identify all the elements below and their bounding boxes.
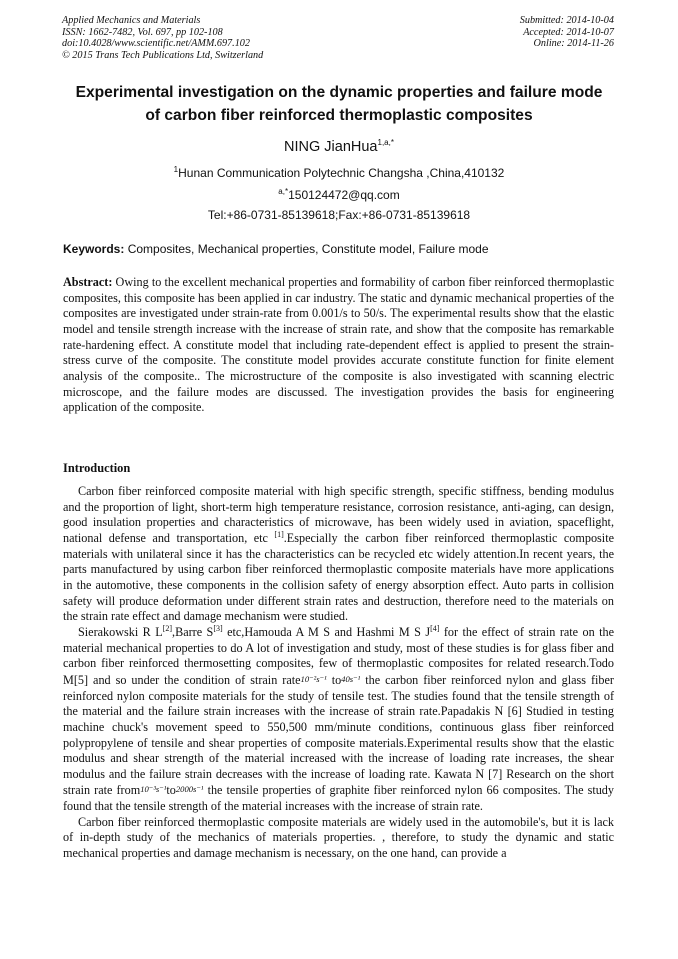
- text-run: for the effect of strain rate on the material mechanical properties to do A lot of investigation and study, most of these studies is for glass fiber and carbon fiber reinforced thermosetting composites, few of thermoplastic composites for related research.Todo M[5] and so under the condition of strain rate: [63, 624, 615, 687]
- text-run: etc,Hamouda A M S and Hashmi M S J: [222, 624, 431, 639]
- keywords-label: Keywords:: [63, 242, 125, 256]
- citation: [4]: [430, 623, 440, 633]
- abstract: [63, 275, 614, 416]
- section-heading-introduction: Introduction: [63, 461, 131, 475]
- strain-rate-formula: 40s⁻¹: [341, 673, 361, 684]
- text-run: to: [166, 783, 176, 798]
- copyright: © 2015 Trans Tech Publications Ltd, Switzerland: [62, 49, 264, 61]
- submitted-date: Submitted: 2014-10-04: [519, 15, 614, 26]
- email: [0, 188, 678, 202]
- author: [0, 139, 678, 155]
- title-line-2: of carbon fiber reinforced thermoplastic composites: [145, 107, 533, 124]
- keywords-text: Composites, Mechanical properties, Constitute model, Failure mode: [124, 242, 489, 256]
- affiliation-sup: 1: [173, 165, 179, 174]
- email-text: 150124472@qq.com: [288, 188, 400, 202]
- abstract-label: Abstract:: [63, 275, 113, 289]
- online-date: Online: 2014-11-26: [533, 38, 614, 49]
- citation: [2]: [162, 623, 173, 633]
- introduction-body: [63, 484, 614, 862]
- text-run: .Especially the carbon fiber reinforced thermoplastic composite materials with unilateral since it has the characteristics can be recycled etc widely attention.In recent years, the parts manufactured by using carbon fiber reinforced thermoplastic composite materials have more applications in the automotive, these components in the collision safety of energy absorption effect. Auto parts in collision safety will produce deformation under different strain rates and destruction, therefore need to the materials on the strain rate effect and damage mechanism were studied.: [63, 530, 614, 624]
- paper-title: [40, 81, 638, 127]
- paragraph: [63, 625, 614, 815]
- citation: [1]: [274, 529, 284, 539]
- doi: doi:10.4028/www.scientific.net/AMM.697.102: [62, 38, 250, 49]
- text-run: Carbon fiber reinforced composite material with high specific strength, specific stiffness, bending modulus and the proportion of light, short-term high temperature resistance, corrosion resistance, anti-aging, can design, good insulation properties and characteristics of microwave, has been widely used in aviation, spaceflight, national defense and transportation, etc: [63, 484, 614, 545]
- strain-rate-formula: 2000s⁻¹: [175, 784, 204, 795]
- strain-rate-formula: 10⁻³s⁻¹: [140, 784, 167, 795]
- keywords: [63, 242, 489, 256]
- accepted-date: Accepted: 2014-10-07: [523, 26, 614, 38]
- email-sup: a,*: [278, 187, 289, 196]
- affiliation-text: Hunan Communication Polytechnic Changsha ,China,410132: [178, 166, 505, 180]
- paragraph: [63, 484, 614, 625]
- text-run: the tensile properties of graphite fiber reinforced nylon 66 composites. The study found that the tensile strength of the material increases with the increase of strain rate.: [63, 783, 614, 814]
- publication-dates: [520, 15, 614, 50]
- affiliation: [0, 166, 678, 180]
- text-run: Sierakowski R L: [78, 624, 163, 639]
- journal-name: Applied Mechanics and Materials: [62, 15, 201, 26]
- issn: ISSN: 1662-7482, Vol. 697, pp 102-108: [62, 26, 223, 38]
- citation: [3]: [213, 623, 223, 633]
- journal-info: [62, 15, 263, 61]
- author-sup: 1,a,*: [377, 138, 394, 148]
- text-run: to: [326, 672, 342, 687]
- author-name: NING JianHua: [284, 139, 378, 155]
- phone-fax: Tel:+86-0731-85139618;Fax:+86-0731-85139618: [207, 208, 471, 222]
- abstract-text: Owing to the excellent mechanical properties and formability of carbon fiber reinforced thermoplastic composites, this composite has been applied in car industry. The static and dynamic mechanical properties of the composites are investigated under strain-rate from 0.001/s to 50/s. The experimental results show that the elastic model and tensile strength increase with the increase of strain rate, and show that the composite has remarkable rate-hardening effect. A constitute model that including rate-dependent effect is applied to present the strain-stress curve of the composite. The constitute model provides accurate constitute function for finite element analysis of the composite.. The microstructure of the composite is also investigated with scanning electric microscope, and the failure modes are discussed. The investigation provides the basis for engineering application of the composite.: [63, 275, 614, 415]
- text-run: the carbon fiber reinforced nylon and glass fiber reinforced nylon composite materials for the study of tensile test. The studies found that the tensile strength of the material and the failure strain increases with the increase of strain rate.Papadakis N [6] Studied in testing machine chuck's movement speed to 550,500 mm/minute conditions, continuous glass fiber reinforced polypropylene of tensile and shear properties of composite materials.Experimental results show that the elastic modulus and shear strength of the material increased with the increase of loading rate increases, the shear modulus and the failure strain decreases with the increase of loading rate. Kawata N [7] Research on the short strain rate from: [63, 672, 614, 798]
- title-line-1: Experimental investigation on the dynamic properties and failure mode: [75, 84, 603, 101]
- text-run: ,Barre S: [172, 624, 214, 639]
- strain-rate-formula: 10⁻²s⁻¹: [300, 673, 327, 684]
- paragraph: Carbon fiber reinforced thermoplastic composite materials are widely used in the automobile's, but it is lack of in-depth study of the mechanics of materials properties. , therefore, to study the dynamic and static mechanical properties and damage mechanism is necessary, on the one hand, can provide a: [63, 814, 614, 861]
